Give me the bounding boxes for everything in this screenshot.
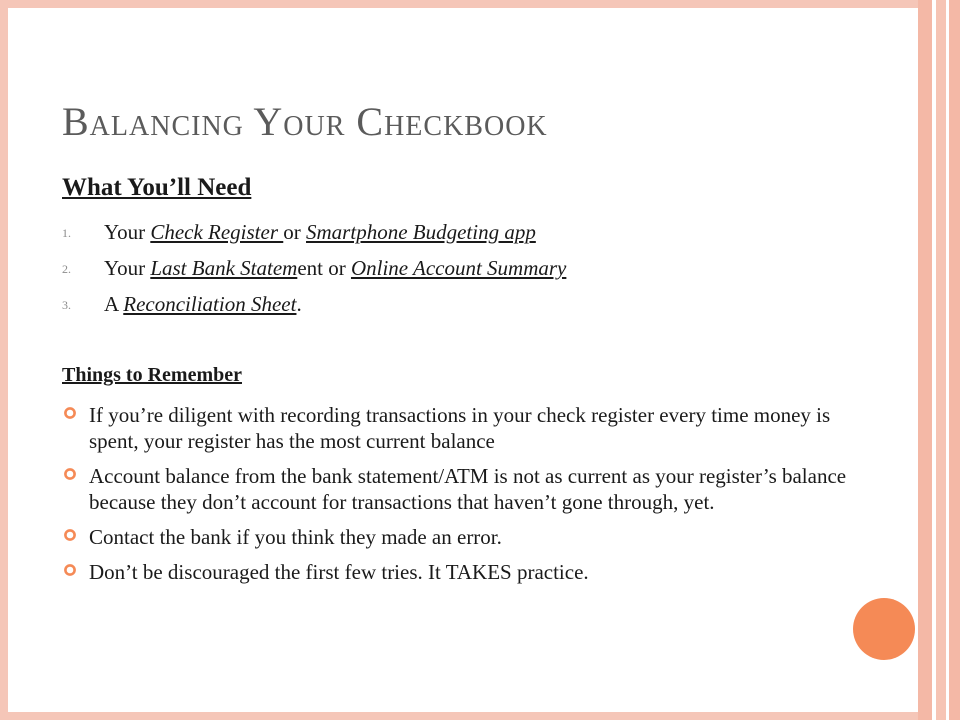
- open-circle-bullet-icon: [63, 406, 77, 420]
- remember-item: [62, 463, 852, 515]
- slide-frame-left: [0, 0, 8, 720]
- needs-text: Your: [104, 256, 151, 280]
- slide-title: Balancing Your Checkbook: [62, 99, 548, 144]
- remember-text: Account balance from the bank statement/ATM is not as current as your register’s balance because they don’t account for transactions that haven’t gone through, yet.: [89, 464, 847, 514]
- remember-text: If you’re diligent with recording transactions in your check register every time money is spent, your register has the most current balance: [89, 403, 831, 453]
- remember-item: [62, 402, 852, 454]
- needs-text: A: [104, 292, 124, 316]
- remember-heading: Things to Remember: [62, 364, 242, 386]
- needs-item: [62, 288, 566, 324]
- needs-list: [62, 216, 566, 324]
- remember-item: [62, 524, 852, 550]
- open-circle-bullet-icon: [63, 563, 77, 577]
- needs-text: Your: [104, 220, 151, 244]
- remember-text: Don’t be discouraged the first few tries. It TAKES practice.: [89, 560, 589, 584]
- needs-link[interactable]: Smartphone Budgeting app: [306, 220, 536, 244]
- needs-link[interactable]: Reconciliation Sheet: [123, 292, 297, 316]
- list-number: 1.: [62, 226, 71, 240]
- decorative-stripe: [949, 0, 960, 720]
- remember-text: Contact the bank if you think they made an error.: [89, 525, 502, 549]
- remember-list: [62, 402, 852, 594]
- needs-link[interactable]: Last Bank Statem: [150, 256, 298, 280]
- needs-item: [62, 216, 566, 252]
- needs-text: ent or: [297, 256, 351, 280]
- needs-item: [62, 252, 566, 288]
- needs-text: .: [296, 292, 302, 316]
- needs-heading: What You’ll Need: [62, 174, 252, 201]
- needs-text: or: [283, 220, 307, 244]
- slide-frame-bottom: [0, 712, 918, 720]
- list-number: 2.: [62, 262, 71, 276]
- slide-frame-top: [0, 0, 918, 8]
- decorative-stripe: [936, 0, 946, 720]
- open-circle-bullet-icon: [63, 528, 77, 542]
- decorative-stripe: [918, 0, 932, 720]
- decorative-orange-circle: [853, 598, 915, 660]
- needs-link[interactable]: Check Register: [150, 220, 284, 244]
- open-circle-bullet-icon: [63, 467, 77, 481]
- list-number: 3.: [62, 298, 71, 312]
- remember-item: [62, 559, 852, 585]
- needs-link[interactable]: Online Account Summary: [350, 256, 567, 280]
